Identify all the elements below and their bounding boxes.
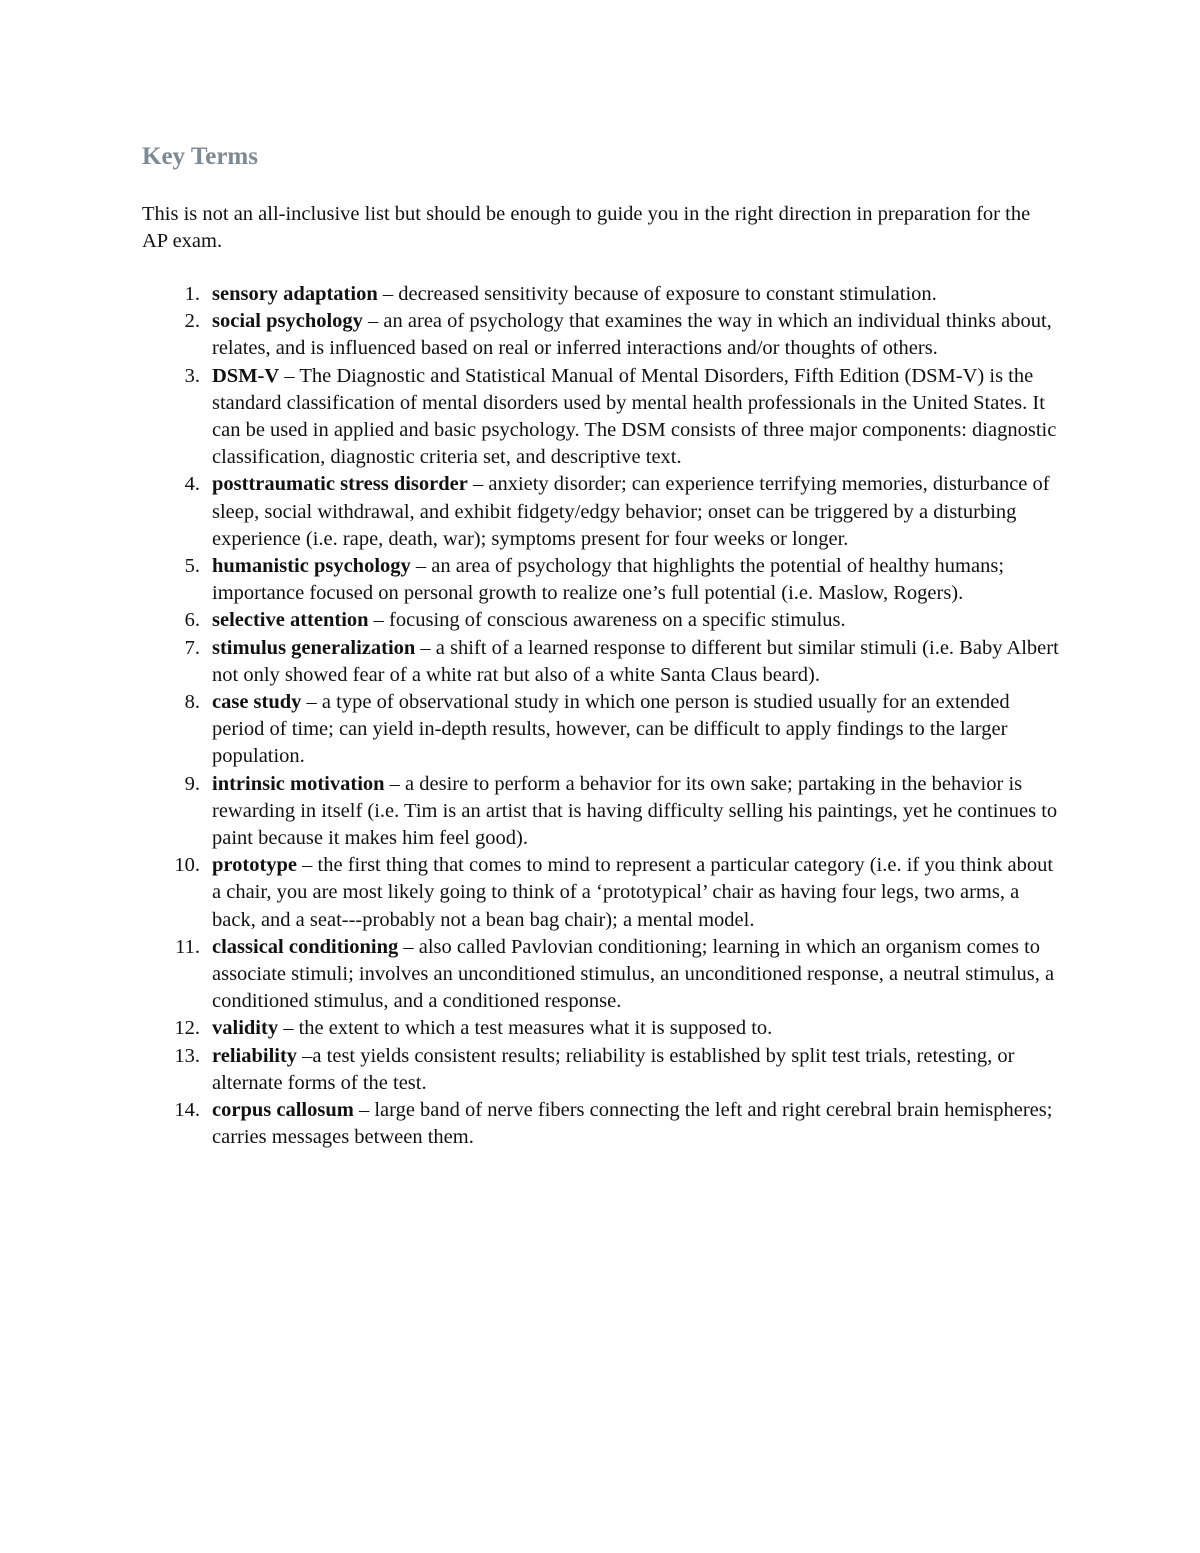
page-title: Key Terms — [142, 143, 258, 170]
term-item — [142, 607, 1062, 634]
term-number: 14. — [174, 1099, 200, 1122]
term-number: 10. — [174, 854, 200, 877]
term-item — [142, 635, 1062, 689]
term-number: 4. — [184, 473, 200, 496]
term-number: 1. — [184, 283, 200, 305]
term-definition: – a desire to perform a behavior for its own sake; partaking in the behavior is rewarding in itself (i.e. Tim is an artist that is having difficulty selling his paintings, yet he continues to paint because it makes him feel good). — [212, 772, 1058, 850]
term-name: selective attention — [212, 609, 369, 632]
term-definition: – large band of nerve fibers connecting the left and right cerebral brain hemispheres; carries messages between them. — [212, 1099, 1053, 1149]
term-definition: – a shift of a learned response to different but similar stimuli (i.e. Baby Albert not only showed fear of a white rat but also of a white Santa Claus beard). — [212, 636, 1059, 686]
term-name: case study — [212, 691, 302, 714]
term-name: validity — [212, 1017, 279, 1040]
term-item — [142, 1043, 1062, 1097]
term-definition: – focusing of conscious awareness on a specific stimulus. — [368, 609, 846, 632]
term-definition: – decreased sensitivity because of exposure to constant stimulation. — [377, 283, 937, 305]
term-item — [142, 1097, 1062, 1151]
intro-paragraph: This is not an all-inclusive list but should be enough to guide you in the right direction in preparation for the AP exam. — [142, 203, 1031, 253]
term-definition: –a test yields consistent results; reliability is established by split test trials, retesting, or alternate forms of the test. — [212, 1044, 1015, 1094]
term-definition: – anxiety disorder; can experience terrifying memories, disturbance of sleep, social withdrawal, and exhibit fidgety/edgy behavior; onset can be triggered by a disturbing experience (i.e. rape, death, war); symptoms present for four weeks or longer. — [212, 473, 1050, 550]
term-number: 2. — [184, 310, 200, 333]
term-item — [142, 281, 1062, 308]
term-number: 7. — [184, 636, 200, 659]
term-item — [142, 934, 1062, 1016]
term-number: 8. — [184, 691, 200, 714]
term-name: sensory adaptation — [212, 283, 378, 305]
term-definition: – The Diagnostic and Statistical Manual of Mental Disorders, Fifth Edition (DSM-V) is the standard classification of mental disorders used by mental health professionals in the United States. It can be used in applied and basic psychology. The DSM consists of three major components: diagnostic classification, diagnostic criteria set, and descriptive text. — [212, 364, 1057, 469]
term-name: intrinsic motivation — [212, 772, 385, 795]
term-name: reliability — [212, 1044, 298, 1067]
term-item — [142, 689, 1062, 771]
term-definition: – also called Pavlovian conditioning; learning in which an organism comes to associate stimuli; involves an unconditioned stimulus, an unconditioned response, a neutral stimulus, a conditioned stimulus, and a conditioned response. — [212, 935, 1055, 1013]
term-name: corpus callosum — [212, 1099, 354, 1122]
key-terms-list — [142, 281, 1062, 1152]
term-number: 6. — [184, 609, 200, 632]
term-name: prototype — [212, 854, 298, 877]
term-number: 11. — [175, 935, 200, 958]
term-definition: – the first thing that comes to mind to represent a particular category (i.e. if you think about a chair, you are most likely going to think of a ‘prototypical’ chair as having four legs, two arms, a back, and a seat---probably not a bean bag chair); a mental model. — [212, 854, 1054, 931]
term-item — [142, 308, 1062, 362]
term-number: 12. — [174, 1017, 200, 1040]
term-number: 13. — [174, 1044, 200, 1067]
term-number: 5. — [184, 555, 200, 578]
term-item — [142, 852, 1062, 934]
term-name: posttraumatic stress disorder — [212, 473, 468, 496]
term-item — [142, 771, 1062, 853]
term-item — [142, 1015, 1062, 1042]
term-name: classical conditioning — [212, 935, 399, 958]
term-definition: – a type of observational study in which one person is studied usually for an extended period of time; can yield in-depth results, however, can be difficult to apply findings to the larger population. — [212, 691, 1010, 768]
term-item — [142, 363, 1062, 472]
term-definition: – an area of psychology that highlights the potential of healthy humans; importance focused on personal growth to realize one’s full potential (i.e. Maslow, Rogers). — [212, 555, 1005, 605]
term-number: 9. — [184, 772, 200, 795]
term-name: DSM-V — [212, 364, 280, 387]
term-item — [142, 471, 1062, 553]
term-number: 3. — [184, 364, 200, 387]
term-definition: – an area of psychology that examines the way in which an individual thinks about, relates, and is influenced based on real or inferred interactions and/or thoughts of others. — [212, 310, 1052, 360]
term-item — [142, 553, 1062, 607]
term-name: stimulus generalization — [212, 636, 416, 659]
term-name: social psychology — [212, 310, 363, 333]
term-definition: – the extent to which a test measures what it is supposed to. — [278, 1017, 773, 1040]
term-name: humanistic psychology — [212, 555, 411, 578]
